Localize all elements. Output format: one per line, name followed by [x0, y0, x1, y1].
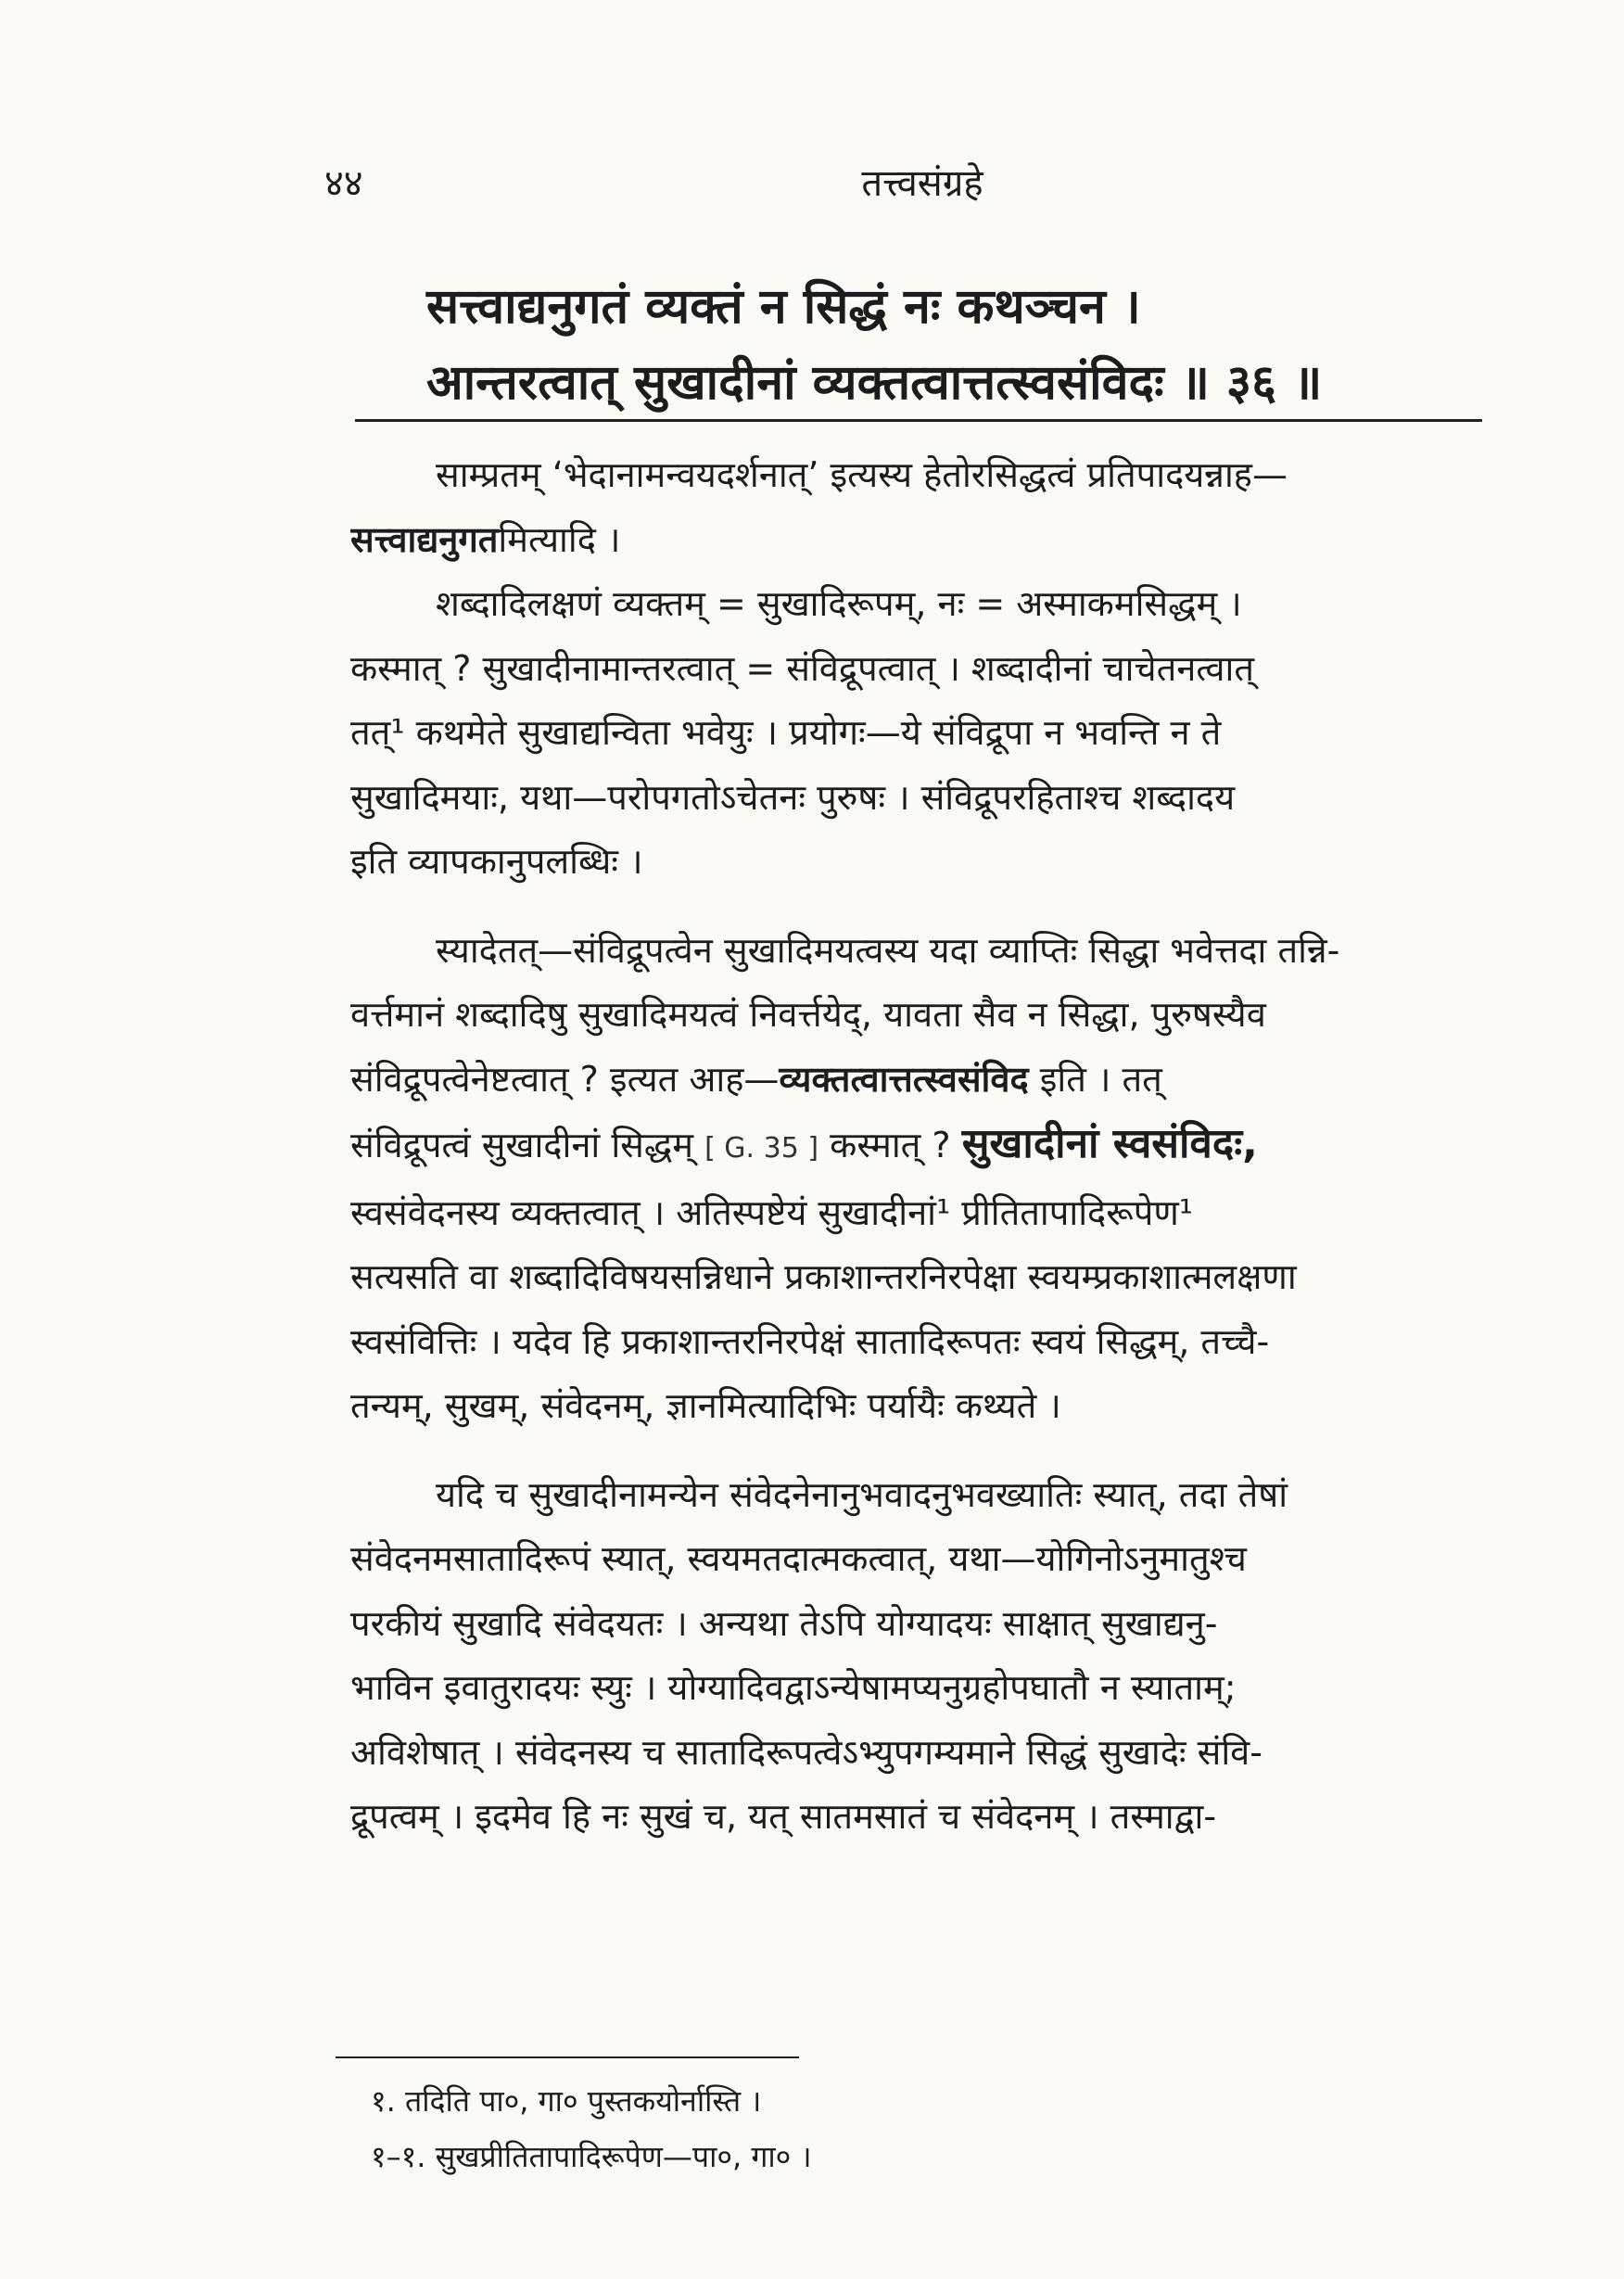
text-line: शब्दादिलक्षणं व्यक्तम् = सुखादिरूपम्, नः = अस्माकमसिद्धम् ।	[436, 583, 1242, 624]
text-line: स्यादेतत्—संविद्रूपत्वेन सुखादिमयत्वस्य यदा व्याप्तिः सिद्धा भवेत्तदा तन्नि-	[436, 929, 1340, 971]
verse-line-2: आन्तरत्वात् सुखादीनां व्यक्तत्वात्तत्स्वसंविदः ॥ ३६ ॥	[426, 355, 1323, 411]
text-line	[350, 508, 1500, 573]
text-line	[350, 1048, 1500, 1113]
text-line: इति व्यापकानुपलब्धिः ।	[350, 841, 643, 882]
verse-line-1: सत्त्वाद्यनुगतं व्यक्तं न सिद्धं नः कथञ्चन ।	[426, 279, 1141, 335]
text-line: सत्यसति वा शब्दादिविषयसन्निधाने प्रकाशान्तरनिरपेक्षा स्वयम्प्रकाशात्मलक्षणा	[350, 1256, 1297, 1297]
bold-lemma: व्यक्तत्वात्तत्स्वसंविद	[779, 1058, 1029, 1100]
text-span: संविद्रूपत्वेनेष्टत्वात् ? इत्यत आह—	[350, 1058, 780, 1100]
text-line	[350, 1112, 1500, 1181]
text-line: भाविन इवातुरादयः स्युः । योग्यादिवद्वाऽन्येषामप्यनुग्रहोपघातौ न स्याताम्;	[350, 1667, 1237, 1708]
paragraph-1	[350, 443, 1500, 572]
text-span: कस्मात् ?	[830, 1125, 951, 1165]
text-span: इति । तत्	[1028, 1058, 1162, 1100]
footnotes	[371, 2073, 1390, 2184]
text-line: द्रूपत्वम् । इदमेव हि नः सुखं च, यत् सातमसातं च संवेदनम् । तस्माद्वा-	[350, 1796, 1217, 1837]
paragraph-3	[350, 919, 1500, 1439]
text-line: कस्मात् ? सुखादीनामान्तरत्वात् = संविद्रूपत्वात् । शब्दादीनां चाचेतनत्वात्	[350, 647, 1255, 689]
commentary-body	[350, 443, 1500, 1850]
text-line: अविशेषात् । संवेदनस्य च सातादिरूपत्वेऽभ्युपगम्यमाने सिद्धं सुखादेः संवि-	[350, 1731, 1263, 1773]
running-title: तत्त्वसंग्रहे	[861, 162, 983, 205]
paragraph-4	[350, 1463, 1500, 1850]
text-line: संवेदनमसातादिरूपं स्यात्, स्वयमतदात्मकत्वात्, यथा—योगिनोऽनुमातुश्च	[350, 1538, 1247, 1579]
text-span: संविद्रूपत्वं सुखादीनां सिद्धम्	[350, 1125, 693, 1165]
footnote-divider	[336, 2056, 799, 2058]
bold-lemma: सुखादीनां स्वसंविदः,	[961, 1120, 1258, 1167]
page-header	[324, 156, 1520, 211]
paragraph-2	[350, 572, 1500, 895]
text-line: परकीयं सुखादि संवेदयतः । अन्यथा तेऽपि योग्यादयः साक्षात् सुखाद्यनु-	[350, 1602, 1218, 1644]
text-line: स्वसंवेदनस्य व्यक्तत्वात् । अतिस्पष्टेयं सुखादीनां¹ प्रीतितापादिरूपेण¹	[350, 1191, 1194, 1233]
gaekwad-page-ref: [ G. 35 ]	[704, 1132, 819, 1165]
text-line: साम्प्रतम् ‘भेदानामन्वयदर्शनात्’ इत्यस्य हेतोरसिद्धत्वं प्रतिपादयन्नाह—	[436, 454, 1288, 495]
page-number: ४४	[324, 162, 363, 205]
footnote-2: १–१. सुखप्रीतितापादिरूपेण—पा०, गा० ।	[371, 2139, 812, 2174]
bold-lemma: सत्त्वाद्यनुगत	[350, 518, 499, 560]
text-line: सुखादिमयाः, यथा—परोपगतोऽचेतनः पुरुषः । संविद्रूपरहिताश्च शब्दादय	[350, 776, 1236, 818]
text-line: स्वसंवित्तिः । यदेव हि प्रकाशान्तरनिरपेक्षं सातादिरूपतः स्वयं सिद्धम्, तच्चै-	[350, 1320, 1270, 1362]
verse-divider	[355, 419, 1482, 422]
text-span: मित्यादि ।	[498, 518, 621, 560]
karika-verse	[426, 269, 1483, 421]
text-line: तत्¹ कथमेते सुखाद्यन्विता भवेयुः । प्रयोगः—ये संविद्रूपा न भवन्ति न ते	[350, 712, 1222, 753]
footnote-1: १. तदिति पा०, गा० पुस्तकयोर्नास्ति ।	[371, 2083, 762, 2119]
text-line: वर्त्तमानं शब्दादिषु सुखादिमयत्वं निवर्त्तयेद्, यावता सैव न सिद्धा, पुरुषस्यैव	[350, 994, 1266, 1035]
text-line: यदि च सुखादीनामन्येन संवेदनेनानुभवादनुभवख्यातिः स्यात्, तदा तेषां	[436, 1473, 1288, 1515]
text-line: तन्यम्, सुखम्, संवेदनम्, ज्ञानमित्यादिभिः पर्यायैः कथ्यते ।	[350, 1385, 1061, 1426]
